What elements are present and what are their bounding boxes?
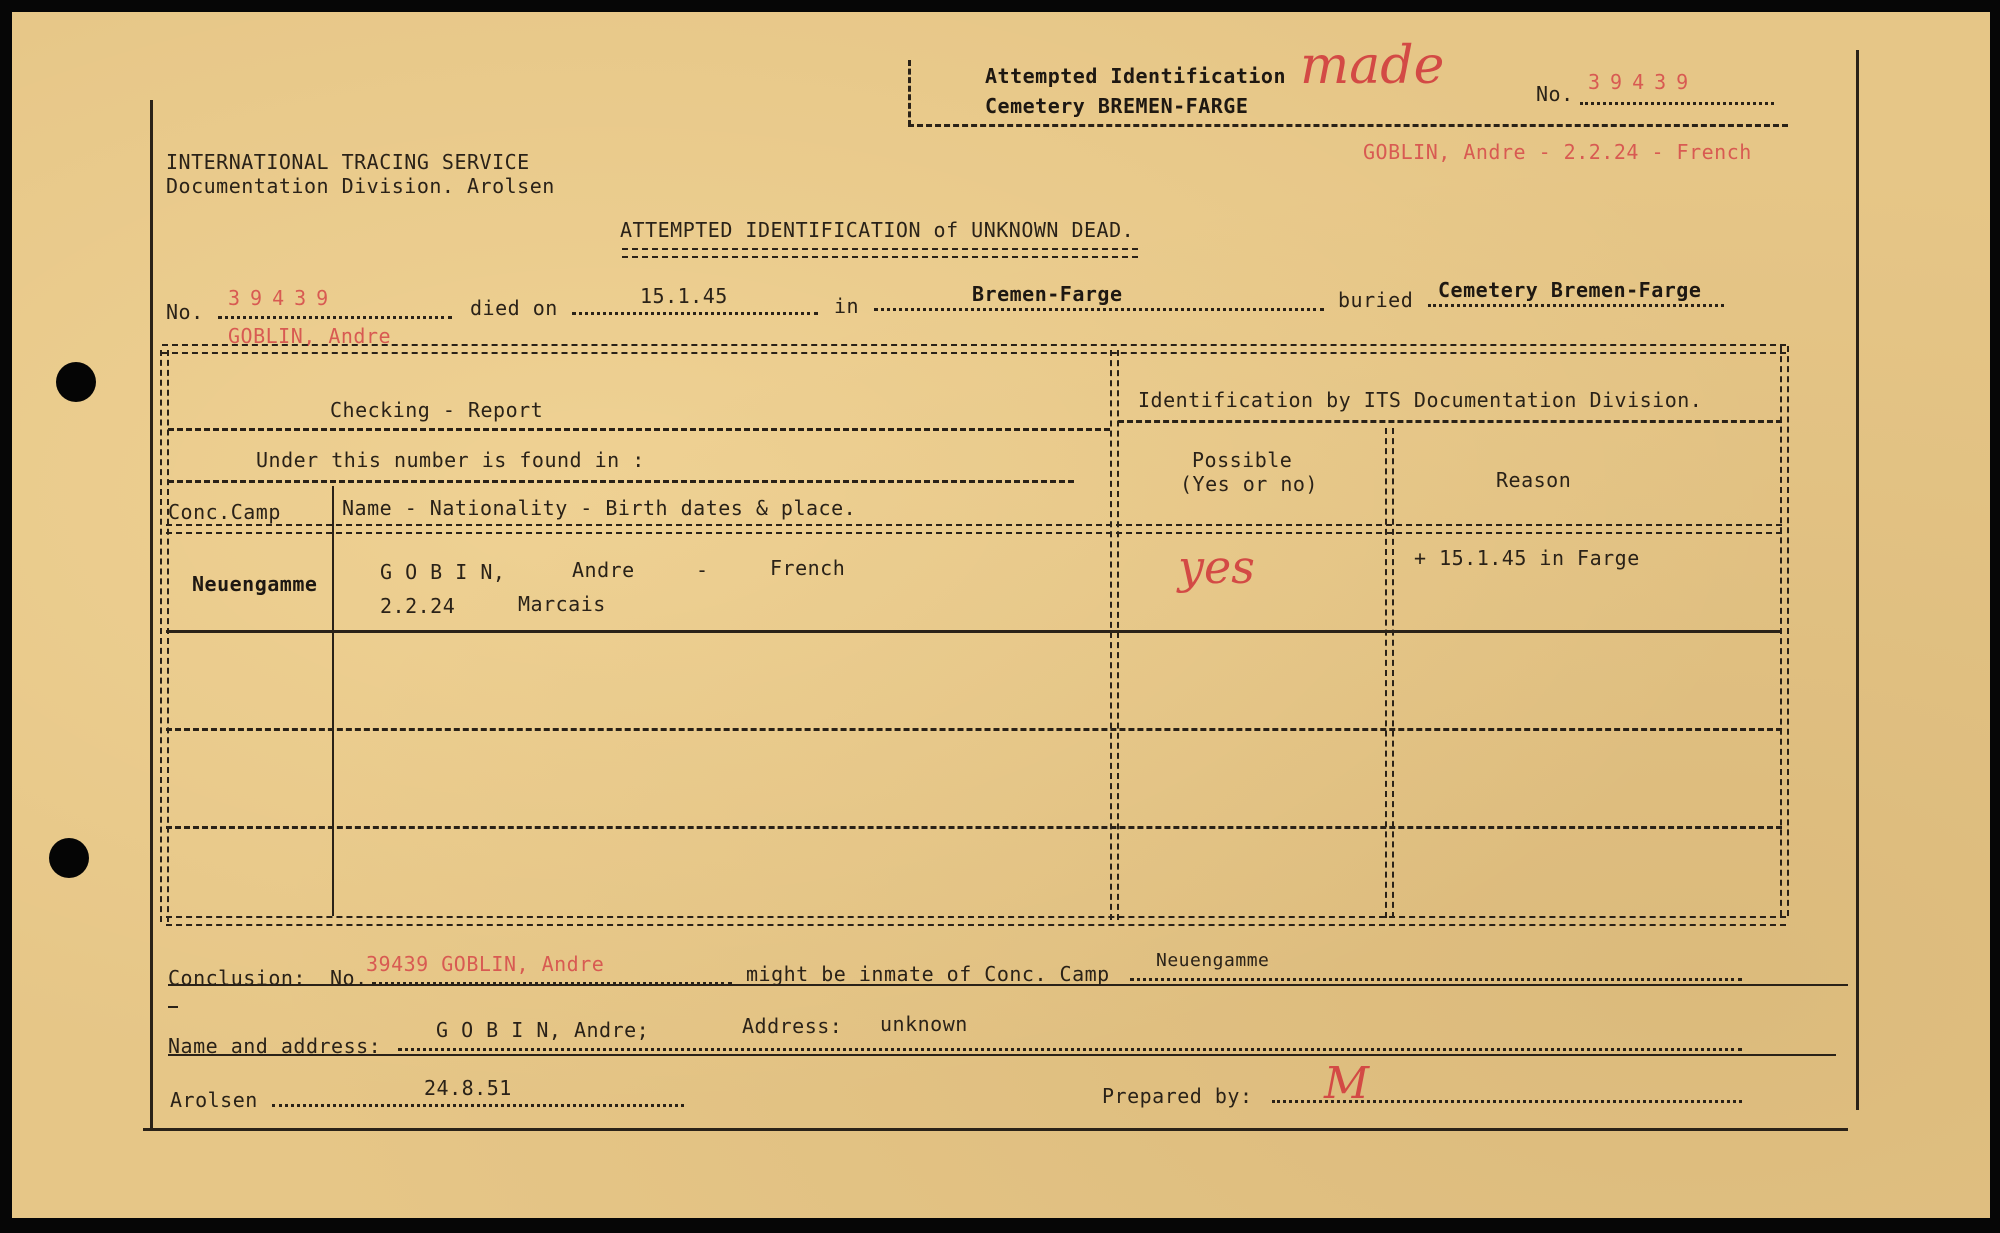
died-on-value: 15.1.45	[640, 284, 728, 308]
buried-dots	[1428, 304, 1724, 307]
in-value: Bremen-Farge	[972, 282, 1123, 306]
frame-right-line	[1856, 50, 1859, 1110]
row-dash: -	[696, 558, 709, 582]
header-no-label: No.	[1536, 82, 1574, 106]
header-red-name: GOBLIN, Andre - 2.2.24 - French	[1363, 140, 1752, 164]
row-nationality: French	[770, 556, 846, 580]
conclusion-camp: Neuengamme	[1156, 950, 1270, 971]
name-address-label: Name and address:	[168, 1034, 382, 1058]
conclusion-no-label: No.	[330, 966, 368, 990]
row-birth-date: 2.2.24	[380, 594, 456, 618]
row-possible-handwritten: yes	[1178, 540, 1255, 594]
address-label: Address:	[742, 1014, 843, 1038]
col-header-name: Name - Nationality - Birth dates & place.	[342, 496, 857, 520]
record-red-name: GOBLIN, Andre	[228, 324, 392, 348]
org-line1: INTERNATIONAL TRACING SERVICE	[166, 150, 530, 174]
table-divider-name	[332, 486, 334, 916]
conclusion-camp-dots	[1130, 978, 1742, 981]
punch-hole-top	[56, 362, 96, 402]
title-underline	[622, 248, 1138, 258]
col-header-possible-2: (Yes or no)	[1180, 472, 1318, 496]
row-first-name: Andre	[572, 558, 635, 582]
table-top-border	[162, 344, 1786, 354]
col-header-underline	[166, 524, 1782, 534]
under-number-separator	[168, 480, 1074, 483]
row-separator-1	[166, 630, 1782, 633]
org-line2: Documentation Division. Arolsen	[166, 174, 555, 198]
header-box-left-line	[908, 60, 911, 126]
row-name: G O B I N,	[380, 560, 506, 584]
record-no-label: No.	[166, 300, 204, 324]
record-no-value: 39439	[228, 286, 339, 310]
row-reason: + 15.1.45 in Farge	[1414, 546, 1640, 570]
row-camp: Neuengamme	[192, 572, 318, 596]
table-left-border	[160, 350, 169, 922]
footer-date: 24.8.51	[424, 1076, 512, 1100]
under-number-text: Under this number is found in :	[256, 448, 645, 472]
name-address-dots	[398, 1048, 1742, 1051]
record-no-dots	[218, 316, 452, 319]
name-address-top-rule	[168, 1006, 178, 1008]
made-handwritten: made	[1300, 36, 1445, 96]
header-separator-left	[168, 428, 1110, 431]
conclusion-might-be: might be inmate of Conc. Camp	[746, 962, 1110, 986]
identification-header: Identification by ITS Documentation Division.	[1138, 388, 1703, 412]
prepared-by-label: Prepared by:	[1102, 1084, 1253, 1108]
row-separator-3	[166, 826, 1782, 829]
col-header-possible-1: Possible	[1192, 448, 1293, 472]
header-no-dots	[1580, 102, 1774, 105]
frame-left-line	[150, 100, 153, 1130]
table-divider-identification	[1110, 350, 1119, 920]
header-separator-right	[1118, 420, 1782, 423]
table-bottom-border	[166, 916, 1786, 926]
footer-place: Arolsen	[170, 1088, 258, 1112]
row-birth-place: Marcais	[518, 592, 606, 616]
header-box-bottom-line	[908, 124, 1788, 127]
row-separator-2	[166, 728, 1782, 731]
in-label: in	[834, 294, 860, 318]
header-no-value: 39439	[1588, 70, 1699, 94]
table-divider-reason	[1385, 428, 1394, 918]
conclusion-no-value: 39439 GOBLIN, Andre	[366, 952, 605, 976]
header-box-line1: Attempted Identification	[985, 64, 1286, 88]
name-address-name: G O B I N, Andre;	[436, 1018, 650, 1042]
punch-hole-bottom	[49, 838, 89, 878]
died-on-label: died on	[470, 296, 558, 320]
header-box-line2: Cemetery BREMEN-FARGE	[985, 94, 1249, 118]
died-on-dots	[572, 312, 818, 315]
buried-label: buried	[1338, 288, 1414, 312]
conclusion-underline	[168, 984, 1848, 986]
page-title: ATTEMPTED IDENTIFICATION of UNKNOWN DEAD.	[620, 218, 1135, 242]
col-header-reason: Reason	[1496, 468, 1572, 492]
checking-report-header: Checking - Report	[330, 398, 544, 422]
buried-value: Cemetery Bremen-Farge	[1438, 278, 1702, 302]
name-address-underline	[168, 1054, 1836, 1056]
frame-bottom-line	[143, 1128, 1848, 1131]
in-dots	[874, 308, 1324, 311]
col-header-camp: Conc.Camp	[168, 500, 281, 524]
conclusion-label: Conclusion:	[168, 966, 306, 990]
footer-date-dots	[272, 1104, 684, 1107]
prepared-by-initial: M	[1324, 1058, 1370, 1109]
address-value: unknown	[880, 1012, 968, 1036]
